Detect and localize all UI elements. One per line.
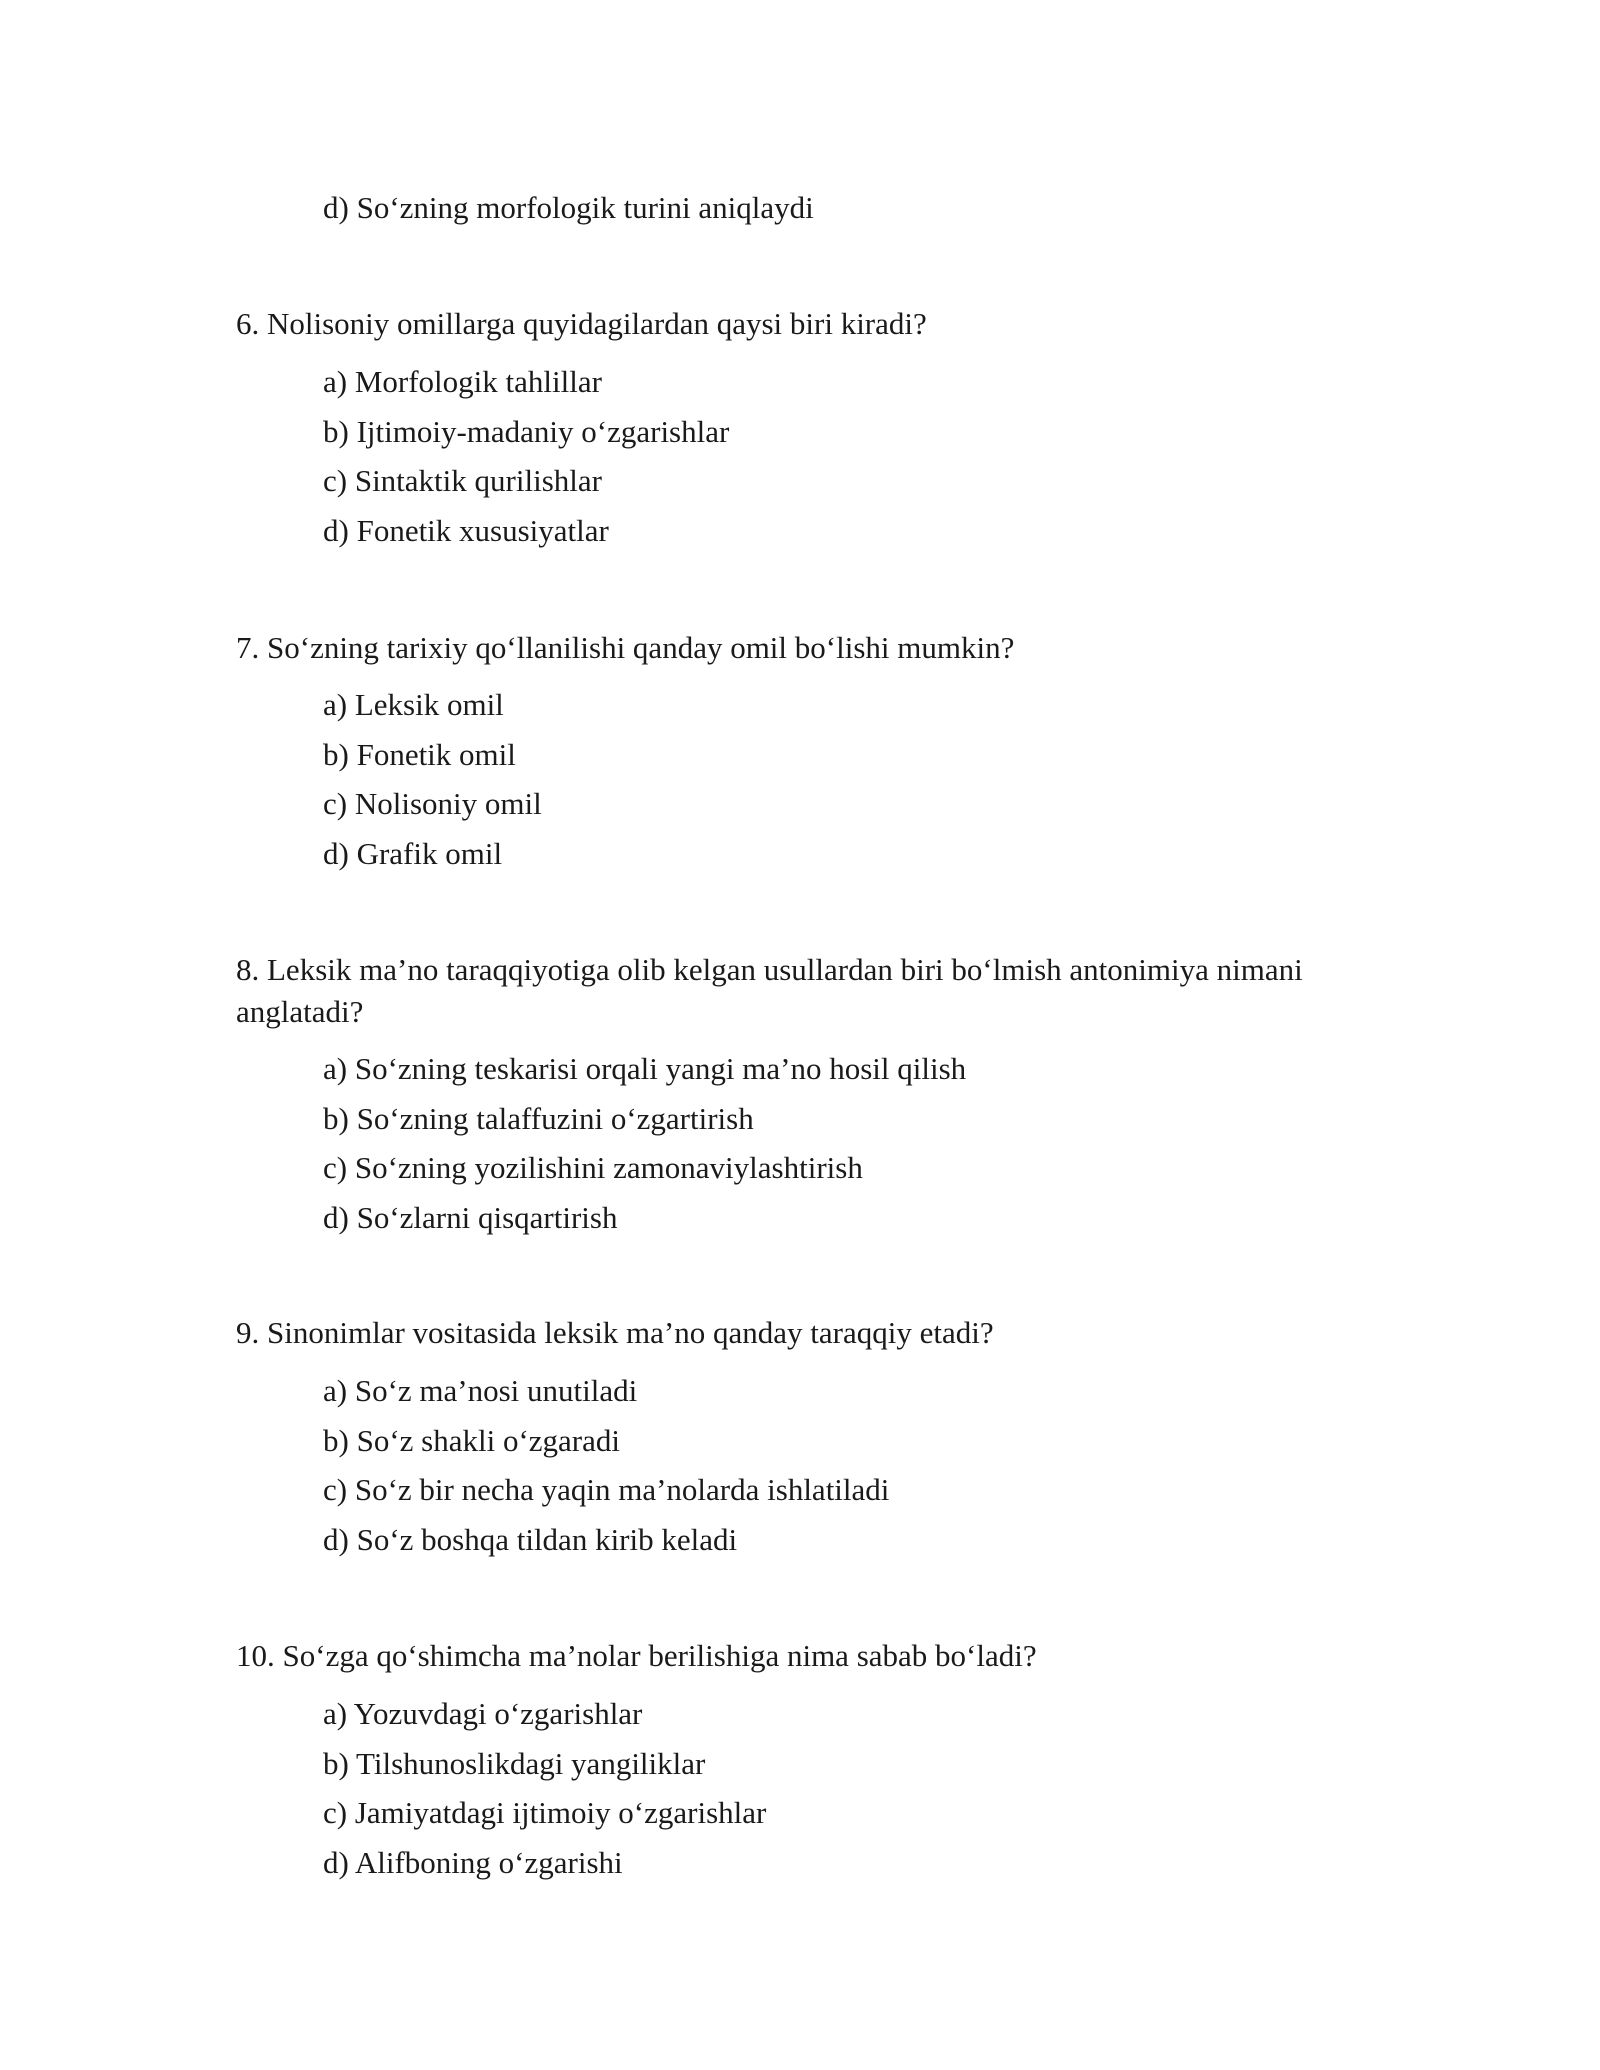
option-d: d) So‘z boshqa tildan kirib keladi <box>323 1522 738 1557</box>
question-7: 7. So‘zning tarixiy qo‘llanilishi qanday omil bo‘lishi mumkin? <box>236 630 1015 665</box>
option-a: a) So‘zning teskarisi orqali yangi ma’no hosil qilish <box>323 1051 967 1086</box>
option-d: d) Fonetik xususiyatlar <box>323 513 609 548</box>
question-9: 9. Sinonimlar vositasida leksik ma’no qanday taraqqiy etadi? <box>236 1315 994 1350</box>
option-b: b) Fonetik omil <box>323 737 516 772</box>
option-a: a) So‘z ma’nosi unutiladi <box>323 1373 638 1408</box>
question-10: 10. So‘zga qo‘shimcha ma’nolar berilishiga nima sabab bo‘ladi? <box>236 1638 1037 1673</box>
option-a: a) Morfologik tahlillar <box>323 364 602 399</box>
option-d: d) So‘zning morfologik turini aniqlaydi <box>323 190 814 225</box>
option-c: c) Jamiyatdagi ijtimoiy o‘zgarishlar <box>323 1795 767 1830</box>
option-c: c) So‘zning yozilishini zamonaviylashtirish <box>323 1150 863 1185</box>
question-6: 6. Nolisoniy omillarga quyidagilardan qaysi biri kiradi? <box>236 306 927 341</box>
option-c: c) So‘z bir necha yaqin ma’nolarda ishlatiladi <box>323 1472 890 1507</box>
option-a: a) Leksik omil <box>323 687 504 722</box>
option-c: c) Nolisoniy omil <box>323 786 542 821</box>
option-d: d) Alifboning o‘zgarishi <box>323 1845 623 1880</box>
option-b: b) So‘zning talaffuzini o‘zgartirish <box>323 1101 754 1136</box>
option-b: b) Ijtimoiy-madaniy o‘zgarishlar <box>323 414 730 449</box>
option-d: d) Grafik omil <box>323 836 503 871</box>
question-8: 8. Leksik ma’no taraqqiyotiga olib kelgan usullardan biri bo‘lmish antonimiya nimani anglatadi? <box>236 952 1303 1029</box>
option-d: d) So‘zlarni qisqartirish <box>323 1200 618 1235</box>
option-c: c) Sintaktik qurilishlar <box>323 463 602 498</box>
option-b: b) Tilshunoslikdagi yangiliklar <box>323 1746 706 1781</box>
option-b: b) So‘z shakli o‘zgaradi <box>323 1423 620 1458</box>
option-a: a) Yozuvdagi o‘zgarishlar <box>323 1696 643 1731</box>
